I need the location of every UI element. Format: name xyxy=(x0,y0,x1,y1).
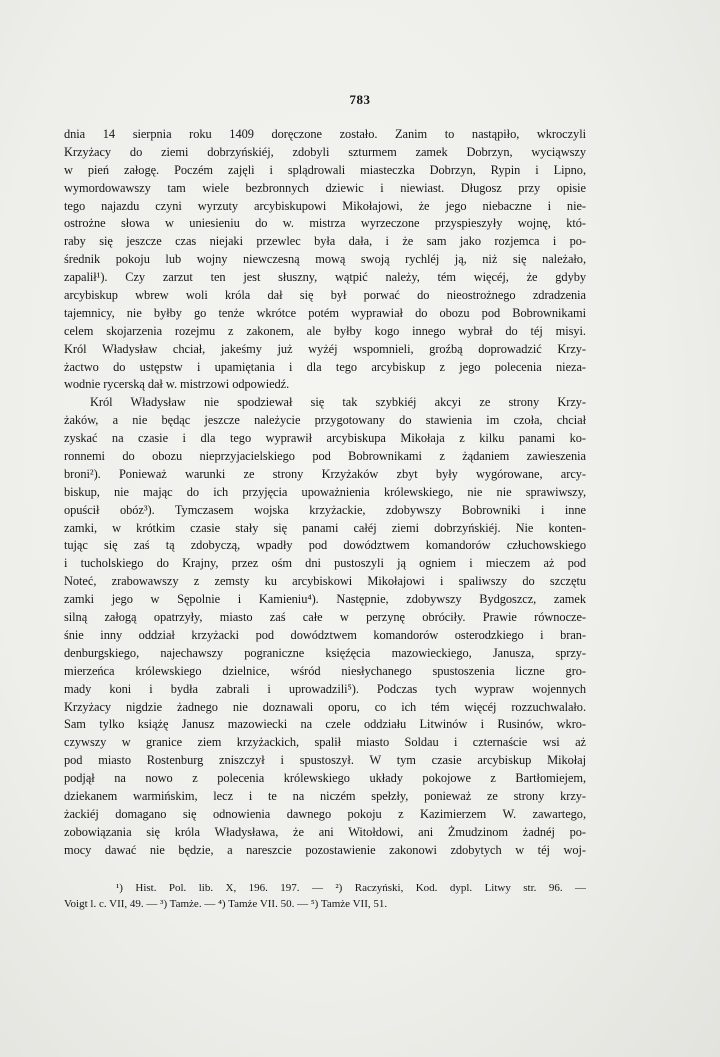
text-line: zyskać na czasie i dla tego wyprawił arcybiskupa Mikołaja z kilku panami ko- xyxy=(64,431,586,446)
text-line: tując się zaś tą zdobyczą, wpadły pod dowództwem komandorów człuchowskiego xyxy=(64,538,586,553)
text-line: arcybiskup wbrew woli króla dał się był porwać do nieostrożnego zdradzenia xyxy=(64,288,586,303)
text-line: wymordowawszy tam wiele bezbronnych dziewic i niewiast. Długosz przy opisie xyxy=(64,180,586,195)
text-line: Noteć, zrabowawszy z zemsty ku arcybiskowi Mikołajowi i spaliwszy do szczętu xyxy=(64,574,586,589)
text-line: raby się jeszcze czas niejaki przewlec była dała, i że sam jako rozjemca i po- xyxy=(64,234,586,249)
footnotes xyxy=(64,880,586,912)
text-line: denburgskiego, najechawszy pograniczne księźęcia mazowieckiego, Janusza, sprzy- xyxy=(64,645,586,660)
paragraph-2 xyxy=(64,394,586,859)
text-line: śnie inny oddział krzyżacki pod dowództwem komandorów osterodzkiego i bran- xyxy=(64,627,586,642)
text-line: dnia 14 sierpnia roku 1409 doręczone zostało. Zanim to nastąpiło, wkroczyli xyxy=(64,127,586,141)
text-line: pod miasto Rostenburg zniszczył i spustoszył. W tym czasie arcybiskup Mikołaj xyxy=(64,753,586,768)
text-line: żaków, a nie będąc jeszcze należycie przygotowany do stawienia im czoła, chciał xyxy=(64,413,586,428)
text-line: zapalił¹). Czy zarzut ten jest słuszny, wątpić należy, tém więcéj, że gdyby xyxy=(64,270,586,285)
text-line: podjął na nowo z polecenia królewskiego układy pokojowe z Bartłomiejem, xyxy=(64,771,586,786)
text-line: w pień załogę. Poczém zajęli i splądrowali miasteczka Dobrzyn, Rypin i Lipno, xyxy=(64,162,586,177)
footnote-line: ¹) Hist. Pol. lib. X, 196. 197. — ²) Raczyński, Kod. dypl. Litwy str. 96. — xyxy=(116,882,586,894)
text-line: celem skojarzenia rozejmu z zakonem, ale byłby kogo innego wybrał do téj misyi. xyxy=(64,323,586,338)
text-line: tego najazdu czyni wyrzuty arcybiskupowi Mikołajowi, że jego niebaczne i nie- xyxy=(64,198,586,213)
text-line: średnik pokoju lub wojny niewczesną mową swoją rychléj ją, niż się należało, xyxy=(64,252,586,267)
text-line: i tucholskiego do Krajny, przez ośm dni pustoszyli ją ogniem i mieczem aż pod xyxy=(64,556,586,571)
text-line: opuścił obóz³). Tymczasem wojska krzyżackie, zdobywszy Bobrowniki i inne xyxy=(64,502,586,517)
text-line: mierzeńca królewskiego dzielnice, wśród niesłychanego spustoszenia liczne gro- xyxy=(64,663,586,678)
body-text xyxy=(64,126,586,860)
text-line: żackiéj domagano się odnowienia dawnego pokoju z Kazimierzem W. zawartego, xyxy=(64,806,586,821)
paragraph-1 xyxy=(64,126,586,394)
text-line: zamki jego w Sępolnie i Kamieniu⁴). Następnie, zdobywszy Bydgoszcz, zamek xyxy=(64,592,586,607)
page-number: 783 xyxy=(349,92,371,107)
text-line: biskup, nie mając do ich przyjęcia upoważnienia królewskiego, nie nie sprawiwszy, xyxy=(64,484,586,499)
text-line: ostrożne słowa w uniesieniu do w. mistrza wyrzeczone przyspieszyły wojnę, któ- xyxy=(64,216,586,231)
text-line: mocy dawać nie będzie, a nareszcie pozostawienie zakonowi zdobytych w téj woj- xyxy=(64,842,586,857)
text-line: Król Władysław nie spodziewał się tak szybkiéj akcyi ze strony Krzy- xyxy=(90,395,586,410)
text-line: zamki, w krótkim czasie stały się panami całéj ziemi dobrzyńskiéj. Nie konten- xyxy=(64,520,586,535)
text-line: Sam tylko książę Janusz mazowiecki na czele oddziału Litwinów i Rusinów, wkro- xyxy=(64,717,586,732)
footnote-line: Voigt l. c. VII, 49. — ³) Tamże. — ⁴) Tamże VII. 50. — ⁵) Tamże VII, 51. xyxy=(64,898,388,910)
text-line: tajemnicy, nie byłby go tenże wkrótce potém wyprawiał do obozu pod Bobrownikami xyxy=(64,305,586,320)
text-line: wodnie rycerską dał w. mistrzowi odpowiedź. xyxy=(64,377,290,392)
text-line: Król Władysław chciał, jakeśmy już wyżéj wspomnieli, groźbą doprowadzić Krzy- xyxy=(64,341,586,356)
text-line: mady koni i bydła zabrali i uprowadzili⁵). Podczas tych wypraw wojennych xyxy=(64,681,586,696)
text-line: Krzyżacy nigdzie żadnego nie doznawali oporu, co ich tém więcéj rozzuchwalało. xyxy=(64,699,586,714)
text-line: zobowiązania się króla Władysława, że ani Witołdowi, ani Żmudzinom żadnéj po- xyxy=(64,824,586,839)
text-line: broni²). Ponieważ warunki ze strony Krzyżaków zbyt były wygórowane, arcy- xyxy=(64,466,586,481)
text-line: dziekanem warmińskim, lecz i te na niczém spełzły, ponieważ ze strony krzy- xyxy=(64,788,586,803)
text-line: silną załogą opatrzyły, miasto zaś całe w perzynę obróciły. Prawie równocze- xyxy=(64,610,586,625)
text-line: ronnemi do obozu nieprzyjacielskiego pod Bobrownikami z żądaniem zawieszenia xyxy=(64,449,586,464)
text-line: czywszy w granice ziem krzyżackich, spalił miasto Soldau i czternaście wsi aż xyxy=(64,735,586,750)
text-line: Krzyżacy do ziemi dobrzyńskiéj, zdobyli szturmem zamek Dobrzyn, wyciąwszy xyxy=(64,144,586,159)
text-line: żactwo do ustępstw i upamiętania i dla tego arcybiskup z jego polecenia nieza- xyxy=(64,359,586,374)
